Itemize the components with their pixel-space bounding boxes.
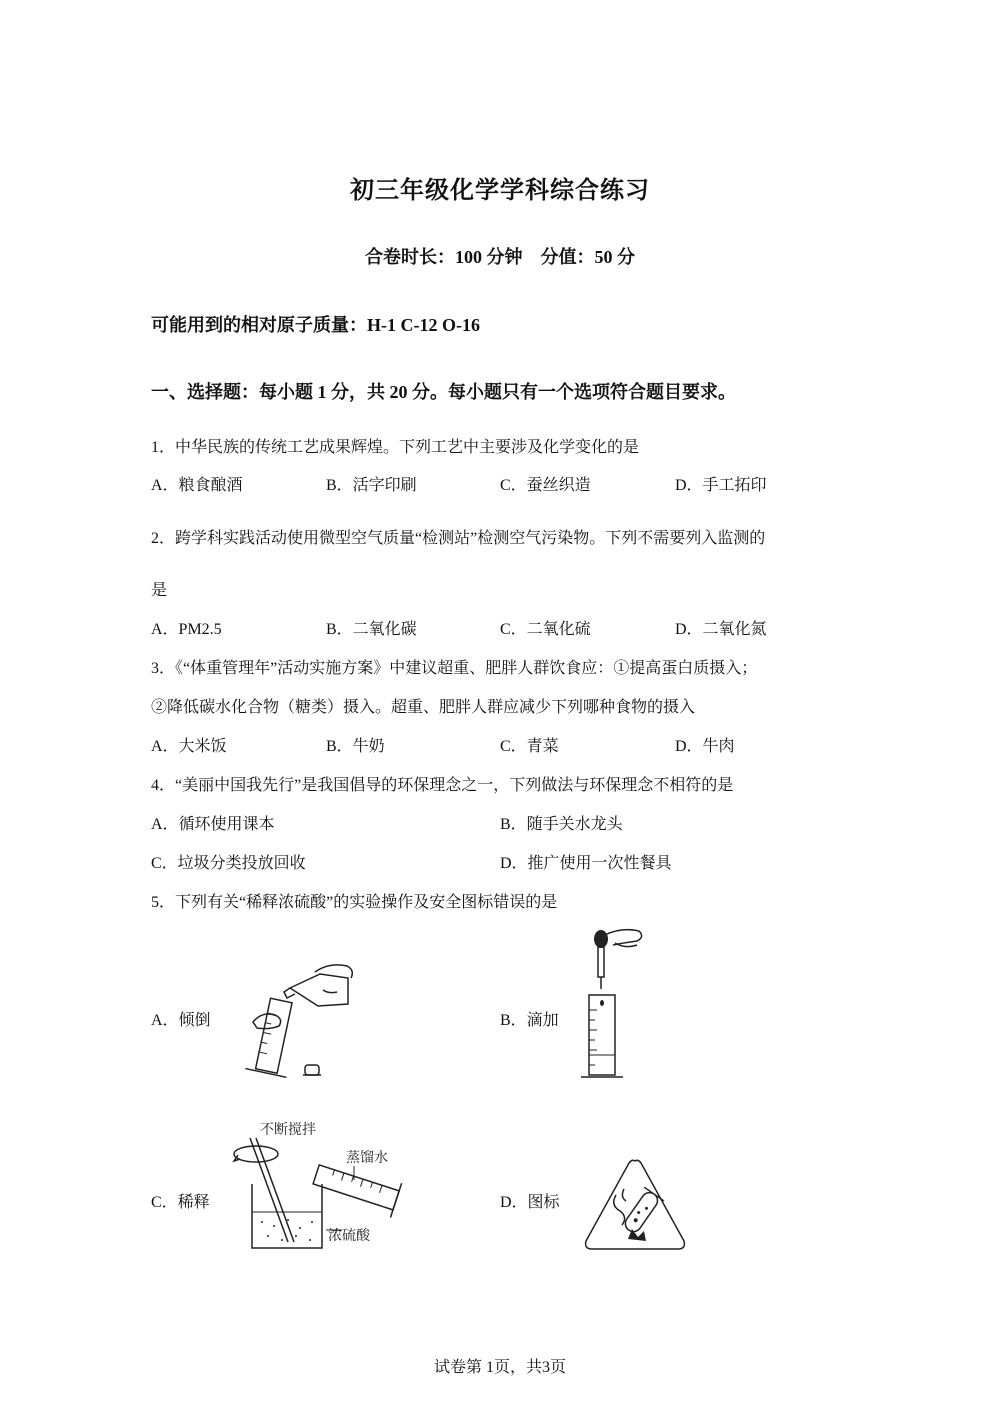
question-4-option-d: D．推广使用一次性餐具 [500,855,672,872]
question-4-stem: 4．“美丽中国我先行”是我国倡导的环保理念之一，下列做法与环保理念不相符的是 [151,777,734,794]
page-title: 初三年级化学学科综合练习 [350,178,650,204]
question-5-option-a: A．倾倒 [151,1012,211,1029]
water-label: 蒸馏水 [346,1150,388,1166]
acid-label: 浓硫酸 [328,1228,370,1244]
dilution-illustration [230,1118,420,1258]
exam-info: 合卷时长：100 分钟 分值：50 分 [365,247,635,267]
question-5-option-c: C．稀释 [151,1194,210,1211]
question-4-option-c: C．垃圾分类投放回收 [151,855,306,872]
question-5-option-d: D．图标 [500,1194,560,1211]
question-3-option-c: C．青菜 [500,738,559,755]
question-2-option-d: D．二氧化氮 [675,621,767,638]
question-3-option-d: D．牛肉 [675,738,735,755]
stir-label: 不断搅拌 [260,1122,316,1138]
question-1-option-a: A．粮食酿酒 [151,477,243,494]
question-1-option-d: D．手工拓印 [675,477,767,494]
hazard-sign-icon [580,1155,690,1255]
question-1-option-b: B．活字印刷 [326,477,417,494]
section-heading: 一、选择题：每小题 1 分，共 20 分。每小题只有一个选项符合题目要求。 [151,382,736,402]
dropper-illustration [575,925,665,1085]
question-1-stem: 1．中华民族的传统工艺成果辉煌。下列工艺中主要涉及化学变化的是 [151,439,640,456]
question-4-option-a: A．循环使用课本 [151,816,275,833]
question-2-stem: 2．跨学科实践活动使用微型空气质量“检测站”检测空气污染物。下列不需要列入监测的 [151,530,766,547]
question-3-option-b: B．牛奶 [326,738,385,755]
question-2-option-a: A．PM2.5 [151,621,222,638]
atomic-masses: 可能用到的相对原子质量：H-1 C-12 O-16 [151,315,480,335]
question-2-option-c: C．二氧化硫 [500,621,591,638]
question-2-stem-cont: 是 [151,582,168,599]
question-4-option-b: B．随手关水龙头 [500,816,623,833]
question-5-option-b: B．滴加 [500,1012,559,1029]
pouring-illustration [235,960,365,1085]
question-1-option-c: C．蚕丝织造 [500,477,591,494]
page-footer: 试卷第 1页，共3页 [433,1359,566,1376]
question-2-option-b: B．二氧化碳 [326,621,417,638]
question-5-stem: 5．下列有关“稀释浓硫酸”的实验操作及安全图标错误的是 [151,894,558,911]
question-3-stem: 3．《“体重管理年”活动实施方案》中建议超重、肥胖人群饮食应：①提高蛋白质摄入； [151,660,758,677]
question-3-option-a: A．大米饭 [151,738,227,755]
question-3-stem-cont: ②降低碳水化合物（糖类）摄入。超重、肥胖人群应减少下列哪种食物的摄入 [151,699,696,716]
